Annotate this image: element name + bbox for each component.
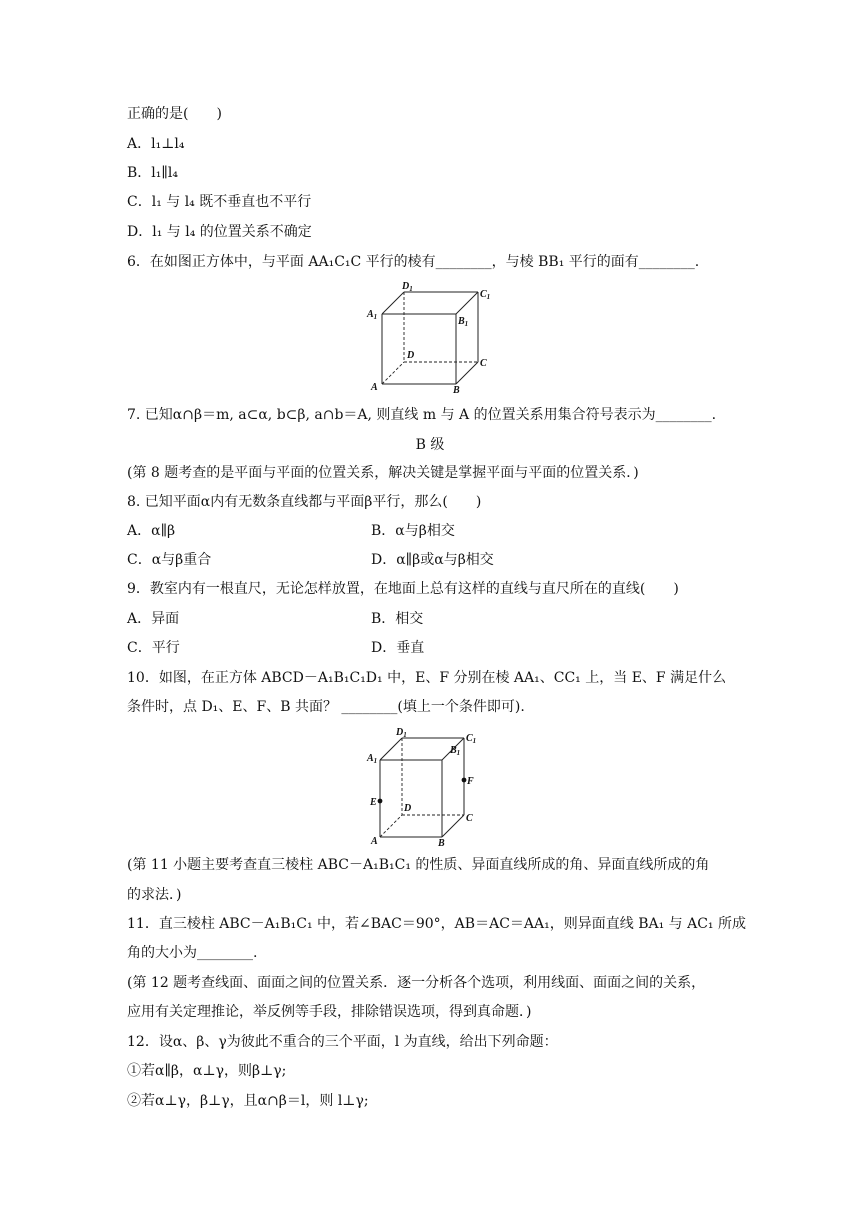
label-b1: $B_1$ bbox=[450, 745, 461, 757]
label-d1: $D_1$ bbox=[402, 281, 413, 293]
label-c: C bbox=[480, 358, 487, 369]
label-c: C bbox=[466, 813, 473, 824]
proposition-2: ②若α⊥γ，β⊥γ，且α∩β＝l，则 l⊥γ; bbox=[127, 1093, 369, 1109]
label-a1: $A_1$ bbox=[367, 753, 378, 765]
option-c: C．α与β重合 bbox=[127, 552, 212, 568]
note-q12-cont: 应用有关定理推论，举反例等手段，排除错误选项，得到真命题．) bbox=[127, 1004, 532, 1020]
label-f: F bbox=[467, 776, 474, 787]
option-b: B．α与β相交 bbox=[371, 523, 455, 539]
question-8: 8. 已知平面α内有无数条直线都与平面β平行，那么( ) bbox=[127, 494, 482, 510]
note-q11-cont: 的求法．) bbox=[127, 887, 182, 903]
option-d: D．α∥β或α与β相交 bbox=[371, 552, 494, 568]
question-9: 9．教室内有一根直尺，无论怎样放置，在地面上总有这样的直线与直尺所在的直线( ) bbox=[127, 581, 679, 597]
note-q12: (第 12 题考查线面、面面之间的位置关系．逐一分析各个选项，利用线面、面面之间的关系， bbox=[127, 975, 706, 991]
label-d1: $D_1$ bbox=[396, 727, 407, 739]
option-c: C．平行 bbox=[127, 640, 180, 656]
label-d: D bbox=[407, 350, 415, 361]
label-c1: $C_1$ bbox=[466, 733, 477, 745]
question-6: 6．在如图正方体中，与平面 AA₁C₁C 平行的棱有________，与棱 BB₁ 平行的面有________. bbox=[127, 254, 700, 270]
label-b1: $B_1$ bbox=[458, 316, 469, 328]
label-a1: $A_1$ bbox=[367, 309, 378, 321]
label-b: B bbox=[438, 838, 445, 848]
option-a: A．l₁⊥l₄ bbox=[127, 136, 185, 152]
label-d: D bbox=[404, 803, 412, 814]
point-f bbox=[462, 778, 467, 783]
label-a: A bbox=[371, 836, 378, 847]
question-10: 10．如图，在正方体 ABCD－A₁B₁C₁D₁ 中，E、F 分别在棱 AA₁、CC₁ 上，当 E、F 满足什么 bbox=[127, 670, 727, 686]
question-11-cont: 角的大小为________. bbox=[127, 945, 258, 961]
proposition-1: ①若α∥β，α⊥γ，则β⊥γ; bbox=[127, 1063, 287, 1079]
cube-figure-q6 bbox=[366, 280, 496, 395]
option-a: A．异面 bbox=[127, 611, 180, 627]
label-e: E bbox=[370, 797, 377, 808]
cube-figure-q10 bbox=[366, 724, 496, 848]
label-a: A bbox=[371, 382, 378, 393]
question-7: 7. 已知α∩β＝m, a⊂α, b⊂β, a∩b＝A, 则直线 m 与 A 的位置关系用集合符号表示为________. bbox=[127, 407, 717, 423]
option-c: C．l₁ 与 l₄ 既不垂直也不平行 bbox=[127, 194, 312, 210]
option-b: B．相交 bbox=[371, 611, 424, 627]
point-e bbox=[378, 799, 383, 804]
section-heading-b: B 级 bbox=[415, 437, 445, 453]
label-c1: $C_1$ bbox=[480, 289, 491, 301]
text-line: 正确的是( ) bbox=[127, 106, 222, 122]
option-b: B．l₁∥l₄ bbox=[127, 165, 178, 181]
label-b: B bbox=[453, 385, 460, 395]
question-12: 12．设α、β、γ为彼此不重合的三个平面，l 为直线，给出下列命题： bbox=[127, 1034, 558, 1050]
note-q8: (第 8 题考查的是平面与平面的位置关系，解决关键是掌握平面与平面的位置关系．) bbox=[127, 465, 639, 481]
question-10-cont: 条件时，点 D₁、E、F、B 共面？ ________(填上一个条件即可). bbox=[127, 699, 525, 715]
option-a: A．α∥β bbox=[127, 523, 176, 539]
question-11: 11．直三棱柱 ABC－A₁B₁C₁ 中，若∠BAC＝90°，AB＝AC＝AA₁，则异面直线 BA₁ 与 AC₁ 所成 bbox=[127, 916, 746, 932]
option-d: D．垂直 bbox=[371, 640, 425, 656]
note-q11: (第 11 小题主要考查直三棱柱 ABC－A₁B₁C₁ 的性质、异面直线所成的角、异面直线所成的角 bbox=[127, 857, 710, 873]
option-d: D．l₁ 与 l₄ 的位置关系不确定 bbox=[127, 224, 312, 240]
